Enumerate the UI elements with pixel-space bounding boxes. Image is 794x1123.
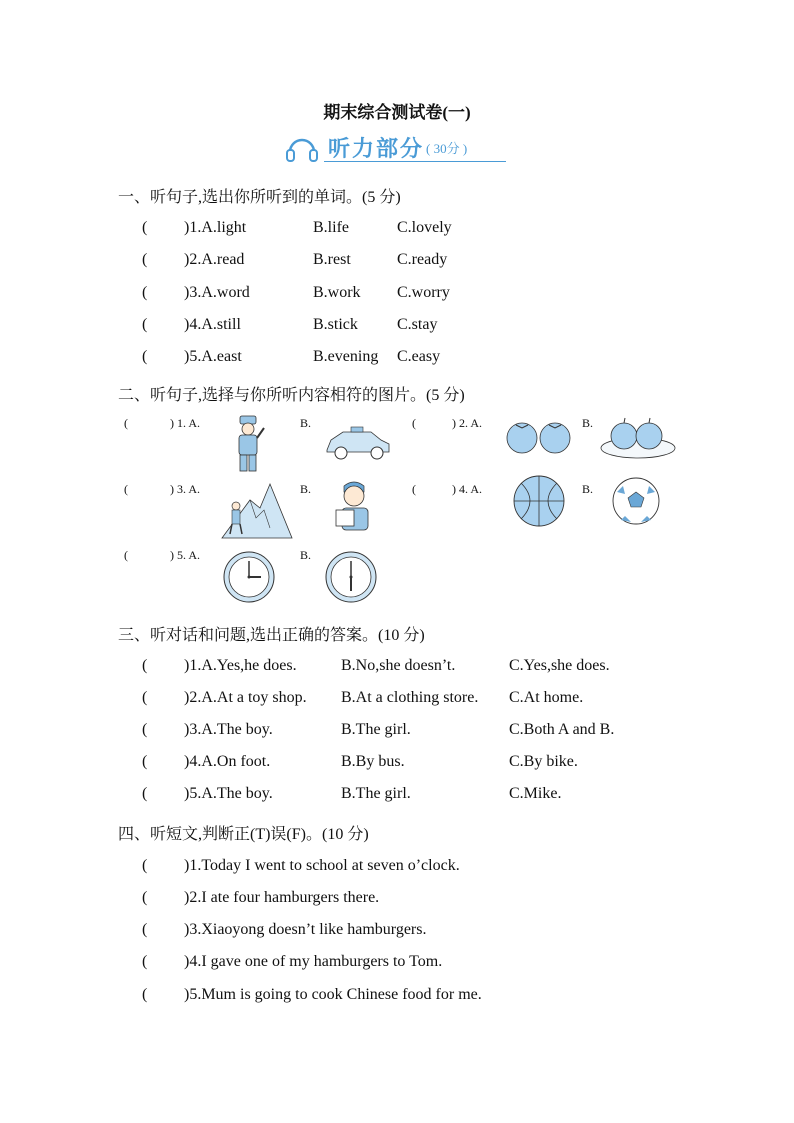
answer-paren[interactable]: ( — [142, 284, 148, 301]
s2-q1-label: ) 1. A. — [170, 416, 200, 430]
answer-paren[interactable]: ( — [412, 416, 416, 430]
s1-q4-a: )4.A.still — [184, 316, 241, 333]
s1-q1-a: )1.A.light — [184, 219, 247, 236]
answer-paren[interactable]: ( — [412, 482, 416, 496]
s4-q4: )4.I gave one of my hamburgers to Tom. — [184, 953, 443, 970]
banner-score: ( 30分 ) — [426, 141, 468, 156]
s1-q5-b: B.evening — [313, 348, 379, 365]
answer-paren[interactable]: ( — [142, 219, 148, 236]
s1-q4-c: C.stay — [397, 316, 438, 333]
s3-q3-a: )3.A.The boy. — [184, 721, 273, 738]
s3-q5-b: B.The girl. — [341, 785, 411, 802]
answer-paren[interactable]: ( — [142, 348, 148, 365]
s4-q5: )5.Mum is going to cook Chinese food for me. — [184, 986, 482, 1003]
answer-paren[interactable]: ( — [142, 251, 148, 268]
s3-q1-a: )1.A.Yes,he does. — [184, 657, 297, 674]
tomatoes-icon — [504, 420, 574, 456]
s2-q1-b: B. — [300, 416, 312, 430]
s1-q2-b: B.rest — [313, 251, 351, 268]
answer-paren[interactable]: ( — [124, 416, 128, 430]
listening-banner — [284, 130, 514, 166]
s3-q4-c: C.By bike. — [509, 753, 578, 770]
s3-q4-a: )4.A.On foot. — [184, 753, 271, 770]
clock-six-icon — [324, 550, 378, 604]
s4-q1: )1.Today I went to school at seven o’clock. — [184, 857, 460, 874]
s3-q4-b: B.By bus. — [341, 753, 405, 770]
s3-q1-c: C.Yes,she does. — [509, 657, 610, 674]
s3-q2-a: )2.A.At a toy shop. — [184, 689, 307, 706]
s3-q5-a: )5.A.The boy. — [184, 785, 273, 802]
taxi-icon — [323, 424, 393, 462]
s4-q3: )3.Xiaoyong doesn’t like hamburgers. — [184, 921, 427, 938]
s2-q4-label: ) 4. A. — [452, 482, 482, 496]
apples-plate-icon — [599, 416, 677, 460]
mountain-climber-icon — [220, 478, 294, 540]
s3-q2-c: C.At home. — [509, 689, 584, 706]
page-title: 期末综合测试卷(一) — [323, 103, 471, 122]
answer-paren[interactable]: ( — [142, 889, 148, 906]
headphones-icon — [284, 130, 320, 164]
answer-paren[interactable]: ( — [124, 548, 128, 562]
answer-paren[interactable]: ( — [142, 657, 148, 674]
answer-paren[interactable]: ( — [142, 986, 148, 1003]
s1-q5-a: )5.A.east — [184, 348, 242, 365]
clock-three-icon — [222, 550, 276, 604]
s3-q2-b: B.At a clothing store. — [341, 689, 479, 706]
s2-q2-label: ) 2. A. — [452, 416, 482, 430]
policeman-icon — [228, 414, 270, 474]
s2-q3-label: ) 3. A. — [170, 482, 200, 496]
s1-q3-c: C.worry — [397, 284, 450, 301]
answer-paren[interactable]: ( — [124, 482, 128, 496]
s3-q3-c: C.Both A and B. — [509, 721, 615, 738]
basketball-icon — [512, 474, 566, 528]
answer-paren[interactable]: ( — [142, 689, 148, 706]
answer-paren[interactable]: ( — [142, 721, 148, 738]
answer-paren[interactable]: ( — [142, 921, 148, 938]
s1-q1-b: B.life — [313, 219, 349, 236]
banner-underline — [324, 161, 506, 162]
s4-q2: )2.I ate four hamburgers there. — [184, 889, 380, 906]
answer-paren[interactable]: ( — [142, 316, 148, 333]
answer-paren[interactable]: ( — [142, 753, 148, 770]
s1-q2-c: C.ready — [397, 251, 448, 268]
s2-q5-b: B. — [300, 548, 312, 562]
answer-paren[interactable]: ( — [142, 857, 148, 874]
s3-q1-b: B.No,she doesn’t. — [341, 657, 456, 674]
section4-heading: 四、听短文,判断正(T)误(F)。(10 分) — [118, 826, 369, 843]
answer-paren[interactable]: ( — [142, 785, 148, 802]
banner-label: 听力部分 — [328, 137, 425, 162]
answer-paren[interactable]: ( — [142, 953, 148, 970]
s1-q3-a: )3.A.word — [184, 284, 250, 301]
s2-q3-b: B. — [300, 482, 312, 496]
section3-heading: 三、听对话和问题,选出正确的答案。(10 分) — [118, 627, 425, 644]
section1-heading: 一、听句子,选出你所听到的单词。(5 分) — [118, 189, 401, 206]
s1-q2-a: )2.A.read — [184, 251, 245, 268]
football-icon — [611, 476, 661, 526]
s1-q5-c: C.easy — [397, 348, 441, 365]
s3-q3-b: B.The girl. — [341, 721, 411, 738]
s1-q1-c: C.lovely — [397, 219, 452, 236]
s2-q2-b: B. — [582, 416, 594, 430]
s2-q4-b: B. — [582, 482, 594, 496]
s1-q3-b: B.work — [313, 284, 361, 301]
s2-q5-label: ) 5. A. — [170, 548, 200, 562]
s3-q5-c: C.Mike. — [509, 785, 562, 802]
boy-reading-icon — [330, 478, 378, 534]
section2-heading: 二、听句子,选择与你所听内容相符的图片。(5 分) — [118, 387, 465, 404]
s1-q4-b: B.stick — [313, 316, 358, 333]
